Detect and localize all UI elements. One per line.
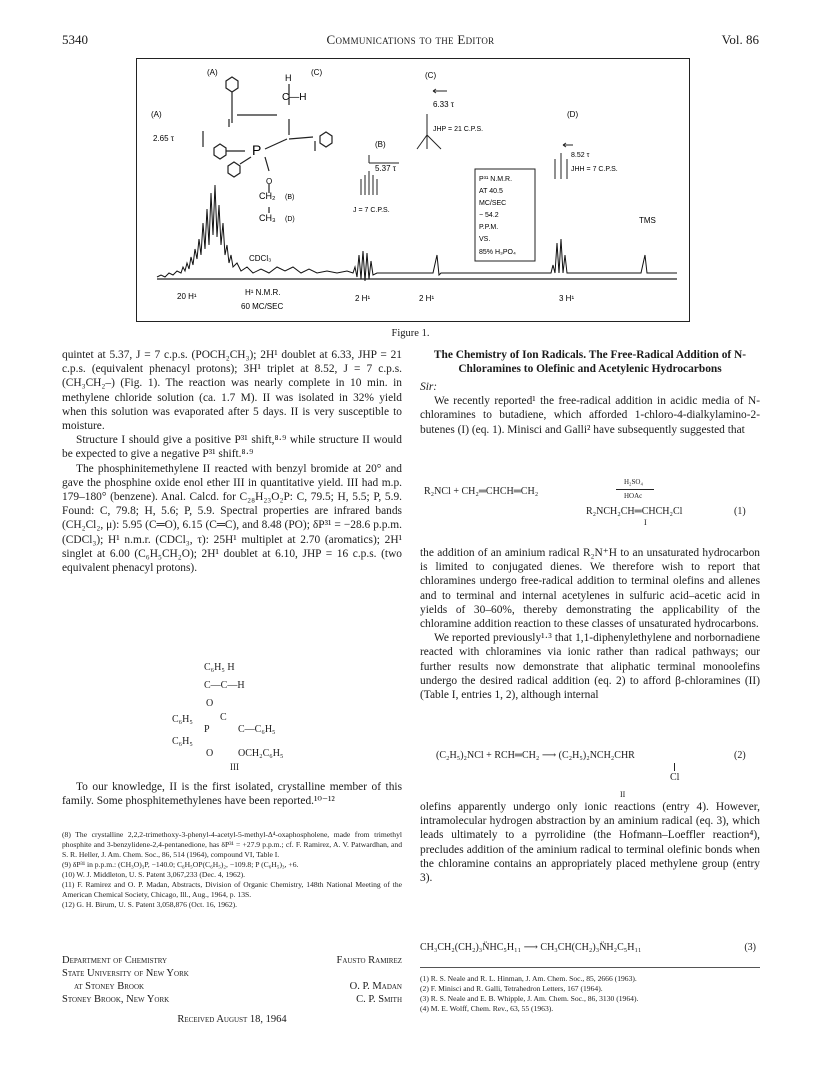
eq1-number: (1) [734,506,746,517]
struct-p: P [204,724,210,735]
c-coupling: JHP = 21 C.P.S. [433,126,484,133]
struct-o2: O [206,748,214,759]
structure-iii [170,662,350,772]
label-c-top: (C) [311,68,323,77]
p31-line-1: P³¹ N.M.R. [479,176,513,183]
label-d: (D) [567,110,579,119]
nmr-figure [136,58,690,322]
integral-20h: 20 H¹ [177,292,197,301]
right-paragraph-4: olefins apparently undergo only ionic reactions (entry 4). However, intramolecular hydrogen abstraction by an aminium radical (eq. 3), which leads ultimately to a pyrrolidine (the Hofmann–Loeffler reaction⁴), precludes addition of the aminium radical to terminal olefinic bonds when the chloramine contains an appropriately placed methylene group (entry 3). [420,801,760,885]
right-column-end [420,800,760,885]
received-date: Received August 18, 1964 [177,1014,287,1025]
p31-line-4: − 54.2 [479,212,499,219]
right-paragraph-1: We recently reported¹ the free-radical addition in acidic media of N-chloramines to butadiene, which afforded 1-chloro-4-dialkylamino-2-butenes (I) (eq. 1). Minisci and Galli² have subsequently suggested that [420,395,760,436]
p31-line-3: MC/SEC [479,200,507,207]
eq2-label: II [620,790,626,799]
left-footnote-12: (12) G. H. Birum, U. S. Patent 3,058,876 (Oct. 16, 1962). [62,900,238,909]
ch3-tag: (D) [285,216,295,223]
affil-dept: Department of Chemistry [62,955,168,966]
equation-1 [420,478,760,527]
o-atom: O [266,177,273,186]
affil-city: Stoney Brook, New York [62,994,170,1005]
left-paragraph-3: The phosphinitemethylene II reacted with benzyl bromide at 20° and gave the phosphine oxide enol ether III in quantitative yield. III had m.p. 179–180° (benzene). Anal. Calcd. for C₂₈H₂₃O₂P: C, 79.5; H, 5.5; P, 5.9. Found: C, 79.8; H, 5.6; P, 5.9. Spectral properties are infrared bands (CH₂Cl₂, μ): 5.95 (C═O), 6.15 (C═C), and 8.48 (PO); δP³¹ = −28.6 p.p.m. (CDCl₃); H¹ n.m.r. (CDCl₃, τ): 25H¹ multiplet at 2.70 (aromatics); 2H¹ singlet at 6.00 (C₆H₅CH₂O); 2H¹ doublet at 6.10, JHP = 16 c.p.s. (two equivalent phenacyl protons). [62,462,402,575]
b-shift: 5.37 τ [375,164,396,173]
left-footnotes [62,830,402,910]
affiliation [62,954,189,1006]
ch-label: C—H [282,92,307,103]
eq2-number: (2) [734,750,746,761]
ch2-tag: (B) [285,194,295,201]
eq1-catalyst-top: H₂SO₄ [624,478,643,486]
left-paragraph-1: quintet at 5.37, J = 7 c.p.s. (POCH₂CH₃); 2H¹ doublet at 6.33, JHP = 21 c.p.s. (equivalent phenacyl protons); 3H¹ triplet at 8.52, J = 7 c.p.s. (CH₃CH₂–) (Fig. 1). The reaction was nearly complete in 10 min. in methylene chloride solution (ca. 1.7 M). II was isolated in 32% yield when this solution was evaporated after 5 days. II is very susceptible to moisture. [62,349,402,433]
right-footnote-2: (2) F. Minisci and R. Galli, Tetrahedron Letters, 167 (1964). [420,984,603,993]
label-a-top: (A) [207,68,218,77]
salutation: Sir: [420,381,438,393]
p31-line-6: VS. [479,236,491,243]
left-column-end [62,780,402,808]
author-3: C. P. Smith [356,994,402,1005]
left-footnote-10: (10) W. J. Middleton, U. S. Patent 3,067,233 (Dec. 4, 1962). [62,870,246,879]
struct-r2: C₆H₅ [172,736,193,747]
right-footnote-3: (3) R. S. Neale and E. B. Whipple, J. Am. Chem. Soc., 86, 3130 (1964). [420,994,639,1003]
eq1-reactants: R₂NCl + CH₂═CHCH═CH₂ [424,486,539,497]
eq2-bond [674,763,675,771]
phenyl-ring-top [226,77,238,92]
figure-caption: Figure 1. [391,328,430,339]
cdcl3-label: CDCl₃ [249,254,272,263]
spectrum-trace [157,185,677,281]
struct-o: O [206,698,214,709]
left-footnote-9: (9) δP³¹ in p.p.m.: (CH₃O)₃P, −140.0; C₆H₅OP(C₆H₅)₂, −109.8; P (C₆H₅)₃, +6. [62,860,299,869]
ch2-label: CH₂ [259,191,276,201]
d-coupling: JHH = 7 C.P.S. [571,166,618,173]
equation-3 [420,942,760,953]
eq2-text: (C₂H₅)₂NCl + RCH═CH₂ ⟶ (C₂H₅)₂NCH₂CHR [436,750,635,761]
mc-label: 60 MC/SEC [241,302,284,311]
right-paragraph-2: the addition of an aminium radical R₂N⁺H to an unsaturated hydrocarbon is limited to conjugated dienes. We therefore wish to report that chloramines undergo free-radical addition to terminal olefins and allenes and to terminal and internal acetylenes in sulfuric acid–acetic acid in yields of 30–60%, thereby demonstrating the applicability of the chloramine addition reaction to these classes of unsaturated hydrocarbons. [420,547,760,631]
struct-mid: C—C—H [204,680,245,691]
affil-at: at Stoney Brook [74,981,145,992]
c-shift: 6.33 τ [433,100,454,109]
d-shift: 8.52 τ [571,152,590,159]
p31-line-7: 85% H₃PO₄ [479,249,516,256]
struct-r1: C₆H₅ [172,714,193,725]
a-shift: 2.65 τ [153,134,174,143]
left-footnote-8: (8) The crystalline 2,2,2-trimethoxy-3-phenyl-4-acetyl-5-methyl-Δ⁴-oxaphospholene, made from trimethyl phosphite and 3-benzylidene-2,4-pentanedione, has δP³¹ = +27.9 p.p.m.; cf. F. Ramirez, A. V. Patwardhan, and S. R. Heller, J. Am. Chem. Soc., 86, 514 (1964), compound VI, Table I. [62,830,402,859]
tms-label: TMS [639,216,656,225]
right-footnotes [420,974,760,1014]
eq1-arrow [616,489,654,490]
article-title: The Chemistry of Ion Radicals. The Free-Radical Addition of N-Chloramines to Olefinic and Acetylenic Hydrocarbons [433,349,747,375]
left-column [62,348,402,575]
right-footnote-1: (1) R. S. Neale and R. L. Hinman, J. Am. Chem. Soc., 85, 2666 (1963). [420,974,637,983]
page-number: 5340 [62,32,88,47]
eq3-number: (3) [744,942,756,953]
phenyl-ring-left2 [228,162,240,177]
integral-2h-a: 2 H¹ [355,294,371,303]
ch3-label: CH₃ [259,213,276,223]
nmr-spectrum [137,59,689,321]
eq1-label: I [644,518,647,527]
eq1-catalyst-bot: HOAc [624,492,643,500]
running-title: Communications to the Editor [326,32,495,47]
label-a-left: (A) [151,110,162,119]
affil-univ: State University of New York [62,968,189,979]
left-footnote-11: (11) F. Ramirez and O. P. Madan, Abstracts, Division of Organic Chemistry, 148th National Meeting of the American Chemical Society, Chicago, Ill., Aug., 1964, p. 13S. [62,880,402,899]
authors [296,954,402,1006]
struct-cc: C—C₆H₅ [238,724,276,735]
p31-line-5: P.P.M. [479,224,499,231]
struct-top: C₆H₅ H [204,662,235,673]
author-2: O. P. Madan [349,981,402,992]
right-column-mid [420,546,760,702]
author-1: Fausto Ramirez [336,955,402,966]
struct-label: III [230,762,239,772]
struct-c: C [220,712,227,723]
p-atom: P [252,142,262,158]
nmr-label: H¹ N.M.R. [245,288,281,297]
integral-3h: 3 H¹ [559,294,575,303]
phenyl-ring-right [320,132,332,147]
right-paragraph-3: We reported previously¹·³ that 1,1-diphenylethylene and norbornadiene reacted with chloramines via ionic rather than radical pathways; our further results now demonstrate that aliphatic terminal monoolefins undergo the desired radical addition (eq. 2) to afford β-chloramines (II) (Table I, entries 1, 2), although internal [420,632,760,702]
footnote-divider [420,967,760,968]
eq1-product: R₂NCH₂CH═CHCH₂Cl [586,506,683,517]
left-paragraph-2: Structure I should give a positive P³¹ shift,⁸·⁹ while structure II would be expected to give a negative P³¹ shift.⁸·⁹ [62,434,402,461]
eq3-text: CH₃CH₂(CH₂)₃N̈HC₅H₁₁ ⟶ CH₃CH(CH₂)₃N̈H₂C₅H₁₁ [420,942,642,953]
volume-label: Vol. 86 [721,32,759,47]
label-c: (C) [425,71,437,80]
phenyl-ring-left1 [214,144,226,159]
eq2-cl: Cl [670,772,680,783]
b-coupling: J = 7 C.P.S. [353,207,390,214]
p31-line-2: AT 40.5 [479,188,503,195]
integral-2h-b: 2 H¹ [419,294,435,303]
label-b: (B) [375,140,386,149]
struct-och: OCH₂C₆H₅ [238,748,284,759]
h-atom: H [285,73,292,83]
left-paragraph-4: To our knowledge, II is the first isolated, crystalline member of this family. Some phosphitemethylenes have been reported.¹⁰⁻¹² [62,781,402,808]
right-column [420,348,760,437]
right-footnote-4: (4) M. E. Wolff, Chem. Rev., 63, 55 (1963). [420,1004,554,1013]
